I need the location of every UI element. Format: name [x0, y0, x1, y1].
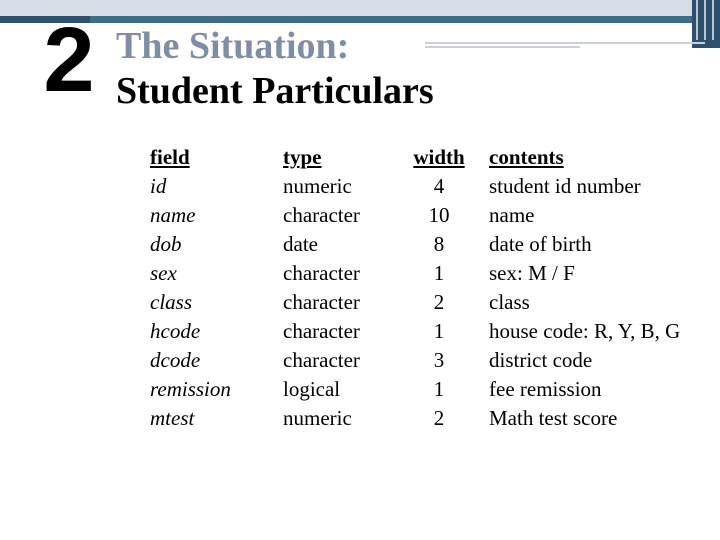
cell-width: 2: [433, 290, 445, 314]
table-row: [140, 201, 719, 230]
cell-field: dcode: [150, 348, 201, 372]
cell-contents: student id number: [489, 174, 641, 198]
cell-width: 1: [433, 261, 445, 285]
table-row: [140, 346, 719, 375]
title-rule: [425, 46, 580, 48]
cell-field: hcode: [150, 319, 201, 343]
header-type: type: [283, 145, 322, 169]
slide-title-line-2: Student Particulars: [116, 70, 434, 112]
table-row: [140, 288, 719, 317]
cell-field: remission: [150, 377, 231, 401]
cell-field: id: [150, 174, 167, 198]
slide-number: 2: [43, 9, 95, 111]
cell-width: 10: [428, 203, 450, 227]
table-row: [140, 375, 719, 404]
cell-width: 1: [433, 377, 445, 401]
cell-type: date: [283, 232, 318, 256]
header-field: field: [150, 145, 190, 169]
corner-stripe: [704, 0, 706, 40]
title-rule: [425, 42, 705, 44]
slide-title: [116, 24, 434, 114]
table-header-row: [140, 143, 719, 172]
cell-contents: date of birth: [489, 232, 592, 256]
cell-type: logical: [283, 377, 341, 401]
cell-field: class: [150, 290, 192, 314]
cell-contents: class: [489, 290, 530, 314]
cell-field: name: [150, 203, 196, 227]
cell-width: 2: [433, 406, 445, 430]
cell-width: 8: [433, 232, 445, 256]
cell-contents: fee remission: [489, 377, 602, 401]
cell-contents: house code: R, Y, B, G: [489, 319, 681, 343]
header-contents: contents: [489, 145, 564, 169]
cell-contents: district code: [489, 348, 593, 372]
cell-type: numeric: [283, 174, 352, 198]
cell-contents: sex: M / F: [489, 261, 575, 285]
corner-stripe: [712, 0, 714, 40]
table-row: [140, 317, 719, 346]
cell-type: character: [283, 319, 360, 343]
cell-field: sex: [150, 261, 177, 285]
cell-type: character: [283, 203, 360, 227]
corner-stripe: [696, 0, 698, 40]
cell-type: character: [283, 261, 360, 285]
cell-type: character: [283, 290, 360, 314]
cell-field: mtest: [150, 406, 195, 430]
fields-table: [140, 143, 719, 433]
table-row: [140, 404, 719, 433]
header-width: width: [413, 145, 465, 169]
cell-type: character: [283, 348, 360, 372]
slide-title-line-1: The Situation:: [116, 25, 350, 67]
table-row: [140, 230, 719, 259]
cell-type: numeric: [283, 406, 352, 430]
cell-field: dob: [150, 232, 182, 256]
cell-contents: name: [489, 203, 535, 227]
cell-width: 4: [433, 174, 445, 198]
cell-width: 1: [433, 319, 445, 343]
top-accent-stripe: [90, 16, 706, 23]
table-row: [140, 259, 719, 288]
table-row: [140, 172, 719, 201]
cell-width: 3: [433, 348, 445, 372]
cell-contents: Math test score: [489, 406, 618, 430]
